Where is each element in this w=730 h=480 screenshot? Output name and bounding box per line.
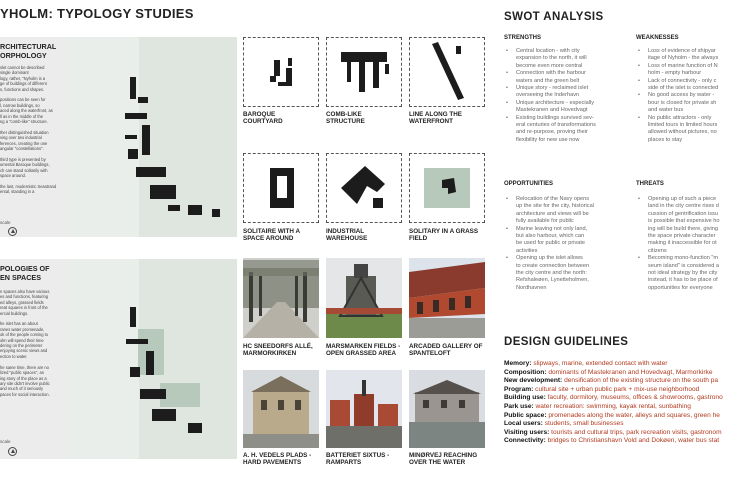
bullet-line: fully available for public [516, 218, 574, 225]
typology-label: SOLITARY IN A GRASS FIELD [409, 228, 479, 243]
bullet-line: overseeing the Inderhavn [516, 92, 580, 99]
bullet-line: holm - empty harbour [648, 70, 702, 77]
bullet-line: • No public attractors - only [648, 114, 712, 121]
bullet-line: allowed without pictures, no [648, 129, 717, 136]
strengths-item [504, 100, 630, 115]
panel-text-line: third type is presented by [0, 156, 46, 162]
opportunities-item [504, 255, 630, 292]
bullet-line: activities [516, 247, 538, 254]
bullet-line: up the site for the city, historical [516, 203, 594, 210]
bullet-line: ing will be build there, giving [648, 225, 718, 232]
panel-text-line: es and functions, featuring [0, 294, 49, 300]
panel-text-line: paces for social interaction. [0, 391, 50, 397]
building [146, 351, 154, 375]
typology-solitary-grass [409, 153, 485, 223]
bullet-line: • Lack of connectivity - only c [648, 77, 717, 84]
strengths-item [504, 48, 630, 70]
guideline-value: dominants of Mastekranen and Hovedvagt, Marmorkirke [546, 368, 713, 376]
weaknesses-item [636, 115, 730, 145]
strengths-title: STRENGTHS [504, 35, 542, 41]
photo-label: HC SNEEDORFS ALLÉ, MARMORKIRKEN [243, 343, 313, 358]
bullet-line: expansion to the north, it will [516, 55, 587, 62]
panel-text [0, 65, 66, 195]
bullet-line: instead, it has to be place of [648, 277, 718, 284]
bullet-line: • No good access by water - [648, 92, 715, 99]
bullet-line: not ideal strategy by the city [648, 270, 718, 277]
comb-like-icon [327, 38, 401, 106]
building [130, 77, 136, 99]
building [128, 149, 138, 159]
panel-text-line: ing story of the place as a [0, 375, 47, 381]
panel-text-line: ving over two industrial [0, 135, 42, 141]
guideline-key: Memory: [504, 360, 532, 367]
panel-title: POLOGIES OF EN SPACES [0, 264, 50, 282]
guideline-value: densification of the existing structure on the south pa [562, 377, 719, 385]
bullet-line: flexibility for new use now [516, 136, 580, 143]
strengths-item [504, 70, 630, 85]
strengths-list [504, 48, 630, 144]
weaknesses-item [636, 48, 730, 63]
guideline-row [504, 420, 730, 429]
bullet-line: • Opening up the islet allows [516, 255, 583, 262]
panel-text-line: he same time, there are no [0, 364, 49, 370]
photo-batteriet-sixtus [326, 370, 402, 448]
building [125, 113, 147, 119]
panel-text-line: ge of buildings of different [0, 81, 47, 87]
open-spaces-panel [0, 259, 237, 459]
bullet-line: places to stay [648, 136, 683, 143]
photo-vedels-plads [243, 370, 319, 448]
photo-minorvej [409, 370, 485, 448]
guideline-value: faculty, dormitory, museums, offices & showrooms, gastrono [545, 394, 723, 402]
guideline-key: Local users: [504, 420, 543, 428]
guideline-row [504, 429, 730, 438]
page-title: YHOLM: TYPOLOGY STUDIES [0, 6, 194, 21]
guideline-row [504, 394, 730, 403]
bullet-line: and re-purpose, proving their [516, 129, 588, 136]
guideline-key: Composition: [504, 368, 547, 376]
green-area [160, 383, 200, 407]
threats-title: THREATS [636, 181, 664, 187]
panel-text-line: ed alleys, grassed fields [0, 299, 44, 305]
guideline-key: Park use: [504, 402, 534, 410]
threats-item [636, 196, 730, 255]
typology-solitaire [243, 153, 319, 223]
guideline-value: cultural site + urban public park + mix-use neighborhood [533, 385, 700, 393]
panel-text [0, 289, 66, 397]
bullet-line: • Unique story - reclaimed islet [516, 85, 589, 92]
bullet-line: the space private character [648, 233, 716, 240]
waterfront-line-icon [410, 38, 484, 106]
weaknesses-item [636, 63, 730, 78]
building [212, 209, 220, 217]
opportunities-title: OPPORTUNITIES [504, 181, 554, 187]
panel-title: RCHITECTURAL ORPHOLOGY [0, 42, 57, 60]
bullet-line: become even more central [516, 62, 583, 69]
bullet-line: • Relocation of the Navy opens [516, 196, 590, 202]
guideline-key: Building use: [504, 394, 546, 402]
bullet-line: architecture and views will be [516, 210, 589, 217]
bullet-line: • Loss of marine function of N [648, 62, 718, 69]
bullet-line: to create connection between [516, 262, 590, 269]
guideline-row [504, 437, 730, 446]
panel-text-line: ll as in the middle of the [0, 113, 44, 119]
photo-marsmarken [326, 258, 402, 338]
design-guidelines-list [504, 360, 730, 446]
bullet-line: • Unique architecture - especially [516, 99, 595, 106]
guideline-value: promenades along the water, alleys and squares, green he [546, 411, 720, 419]
north-arrow-icon [8, 227, 17, 236]
threats-list [636, 196, 730, 292]
building [125, 135, 137, 139]
weaknesses-item [636, 92, 730, 114]
bullet-line: is possible that expensive ho [648, 218, 720, 225]
photo-label: A. H. VEDELS PLADS - HARD PAVEMENTS [243, 452, 312, 467]
panel-text-line: enjoying scenic views and [0, 348, 48, 354]
solitaire-icon [244, 154, 318, 222]
building [152, 409, 176, 421]
bullet-line: land in the city centre rises d [648, 203, 719, 210]
panel-text-line: lized "public spaces", as [0, 370, 44, 376]
solitary-grass-icon [410, 154, 484, 222]
bullet-line: • Existing buildings survived sev- [516, 114, 594, 121]
guideline-key: Program: [504, 385, 534, 393]
photo-label: ARCADED GALLERY OF SPANTELOFT [409, 343, 483, 358]
guideline-key: Public space: [504, 411, 547, 419]
bullet-line: Mastekranen and Hovedvagt [516, 107, 588, 114]
panel-text-line: positions can be seen for [0, 97, 46, 103]
panel-text-line: ranes water promenade, [0, 326, 45, 332]
building [168, 205, 180, 211]
guideline-row [504, 369, 730, 378]
bullet-line: but also harbour, which can [516, 233, 585, 240]
bullet-line: making it inaccessible for ot [648, 240, 717, 247]
guideline-key: Visiting users: [504, 428, 550, 436]
panel-text-line: ection to water. [0, 353, 28, 359]
guideline-row [504, 386, 730, 395]
bullet-line: cussion of gentrification issu [648, 210, 718, 217]
bullet-line: seum island" is considered a [648, 262, 720, 269]
bullet-line: • Connection with the harbour [516, 70, 586, 77]
scale-label: scale [0, 220, 11, 225]
panel-text-line: ferences, creating the one [0, 140, 48, 146]
typology-industrial-warehouse [326, 153, 402, 223]
panel-text-line: ther distinguished situation [0, 129, 49, 135]
opportunities-item [504, 226, 630, 256]
panel-text-line: aced along the waterfront, as [0, 108, 53, 114]
photo-spanteloft [409, 258, 485, 338]
building [136, 167, 166, 177]
panel-text-line: angular "constellations". [0, 146, 44, 152]
guideline-value: water recreation: swimming, kayak rental, sunbathing [533, 402, 691, 410]
building [142, 125, 150, 155]
panel-text-line: n spaces also have various [0, 289, 50, 294]
panel-text-line: olm will spend their time [0, 337, 44, 343]
industrial-warehouse-icon [327, 154, 401, 222]
bullet-line: citizens [648, 247, 667, 254]
panel-text-line: single dominant [0, 70, 29, 76]
bullet-line: itage of Nyholm - the always [648, 55, 719, 62]
typology-label: SOLITAIRE WITH A SPACE AROUND [243, 228, 301, 243]
bullet-line: • Becoming mono-function "m [648, 255, 719, 262]
bullet-line: limited tours in limited hours [648, 122, 718, 129]
photo-label: MARSMARKEN FIELDS - OPEN GRASSED AREA [326, 343, 401, 358]
typology-label: COMB-LIKE STRUCTURE [326, 111, 365, 126]
panel-text-line: ental, standing in a [0, 189, 35, 195]
bullet-line: the city centre and the north: [516, 270, 587, 277]
guideline-key: New development: [504, 377, 563, 385]
bullet-line: eral centuries of transformations [516, 122, 596, 129]
guideline-value: bridges to Christianshavn Vold and Dokøen, water bus stat [545, 437, 720, 445]
panel-text-line: ng a "comb-like" structure. [0, 119, 48, 125]
panel-text-line: reat squares in front of the [0, 305, 48, 311]
panel-text-line: ch can stand solitarily with [0, 167, 48, 173]
panel-text-line: logy, rather, "Nyholm is a [0, 75, 46, 81]
guideline-row [504, 403, 730, 412]
bullet-line: Refshaleøen, Lynetteholmen, [516, 277, 589, 284]
bullet-line: opportunities for everyone [648, 284, 713, 291]
guideline-row [504, 412, 730, 421]
opportunities-list [504, 196, 630, 292]
building [140, 389, 166, 399]
opportunities-item [504, 196, 630, 226]
bullet-line: • Central location - with city [516, 48, 580, 54]
typology-comb-like [326, 37, 402, 107]
photo-sneedorfs-alle [243, 258, 319, 338]
panel-text-line: and much of it seriously [0, 386, 44, 392]
guideline-value: students, small businesses [542, 420, 624, 428]
panel-text-line: ok of the people coming to [0, 332, 49, 338]
bullet-line: bour is closed for private sh [648, 99, 717, 106]
panel-text-line: ary site didn't involve public [0, 380, 50, 386]
building [150, 185, 176, 199]
typology-label: LINE ALONG THE WATERFRONT [409, 111, 462, 126]
bullet-line: side of the islet is connected [648, 85, 719, 92]
morphology-panel [0, 37, 237, 237]
north-arrow-icon [8, 447, 17, 456]
typology-baroque-courtyard [243, 37, 319, 107]
panel-text-line: l, narrow buildings, so [0, 102, 40, 108]
panel-text-line: the last, modernistic Seastrand [0, 183, 57, 189]
scale-label: scale [0, 439, 11, 444]
panel-text-line: s, functions and shapes. [0, 86, 45, 92]
guideline-row [504, 360, 730, 369]
typology-label: BAROQUE COURTYARD [243, 111, 283, 126]
threats-item [636, 255, 730, 292]
weaknesses-title: WEAKNESSES [636, 35, 679, 41]
bullet-line: • Opening up of such a piece [648, 196, 717, 202]
typology-waterfront-line [409, 37, 485, 107]
bullet-line: • Marine leaving not only land, [516, 225, 588, 232]
bullet-line: and water bus [648, 107, 684, 114]
photo-label: MINØRVEJ REACHING OVER THE WATER [409, 452, 478, 467]
bullet-line: waters and the green belt [516, 77, 580, 84]
bullet-line: • Loss of evidence of shipyar [648, 48, 716, 54]
strengths-item [504, 85, 630, 100]
water-area [69, 259, 139, 459]
bullet-line: be used for public or private [516, 240, 586, 247]
building [126, 339, 148, 344]
baroque-courtyard-icon [244, 38, 318, 106]
design-guidelines-title: DESIGN GUIDELINES [504, 336, 629, 348]
panel-text-line: slet cannot be described [0, 65, 45, 70]
guideline-key: Connectivity: [504, 437, 546, 445]
building [188, 423, 202, 433]
photo-label: BATTERIET SIXTUS - RAMPARTS [326, 452, 390, 467]
swot-title: SWOT ANALYSIS [504, 11, 604, 23]
building [138, 97, 148, 103]
strengths-item [504, 115, 630, 145]
building [130, 367, 140, 377]
guideline-value: slipways, marine, extended contact with water [531, 360, 668, 367]
panel-text-line: umental Baroque buildings, [0, 162, 50, 168]
guideline-value: tourists and cultural trips, park recreation visits, gastronom [549, 428, 722, 436]
typology-label: INDUSTRIAL WAREHOUSE [326, 228, 368, 243]
weaknesses-item [636, 78, 730, 93]
panel-text-line: ercial buildings. [0, 310, 29, 316]
panel-text-line: he islet has an about [0, 321, 38, 327]
bullet-line: Nordhavnen [516, 284, 547, 291]
guideline-row [504, 377, 730, 386]
weaknesses-list [636, 48, 730, 144]
building [188, 205, 202, 215]
panel-text-line: dering on the perimeter [0, 343, 43, 349]
building [130, 307, 136, 327]
panel-text-line: space around. [0, 173, 26, 179]
